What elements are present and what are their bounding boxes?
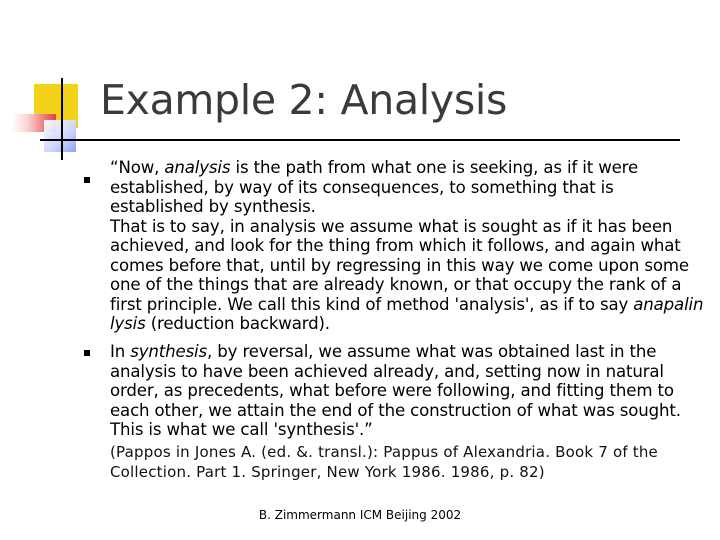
- slide-footer: B. Zimmermann ICM Beijing 2002: [258, 508, 462, 522]
- bullet2-text-b: , by reversal, we assume what was obtained last in the analysis to have been achieved already, and, setting now in natural order, as precedents, what before were following, and fitting them to each other, we attain the end of the construction of what was sought. This is what we call 'synthesis'.”: [110, 342, 681, 439]
- decorative-vertical-line: [61, 78, 63, 160]
- title-underline: [40, 139, 680, 141]
- bullet2-italic-synthesis: synthesis: [130, 342, 208, 361]
- bullet-marker-icon: [84, 177, 90, 183]
- decorative-blue-square: [44, 120, 76, 152]
- bullet1-text-a: “Now,: [110, 158, 165, 177]
- bullet-marker-icon: [84, 350, 90, 356]
- bullet-synthesis: [110, 342, 710, 440]
- bullet1-text-c: That is to say, in analysis we assume what is sought as if it has been achieved, and look for the thing from which it follows, and again what comes before that, until by regressing in this way we come upon some one of the things that are already known, or that occupy the rank of a first principle. We call this kind of method 'analysis', as if to say: [110, 216, 689, 314]
- slide-title: Example 2: Analysis: [100, 76, 508, 124]
- bullet-analysis: [110, 158, 710, 334]
- bullet1-text-b: is the path from what one is seeking, as if it were established, by way of its consequences, to something that is established by synthesis.: [110, 158, 639, 216]
- bullet1-italic-analysis: analysis: [164, 158, 231, 177]
- bullet2-text-a: In: [110, 342, 131, 361]
- bullet1-text-d: (reduction backward).: [145, 314, 330, 333]
- bullet1-italic-anapalin: anapalin lysis: [110, 294, 704, 333]
- citation: (Pappos in Jones A. (ed. &. transl.): Pappus of Alexandria. Book 7 of the Collection. Part 1. Springer, New York 1986. 1986, p. 82): [110, 443, 658, 481]
